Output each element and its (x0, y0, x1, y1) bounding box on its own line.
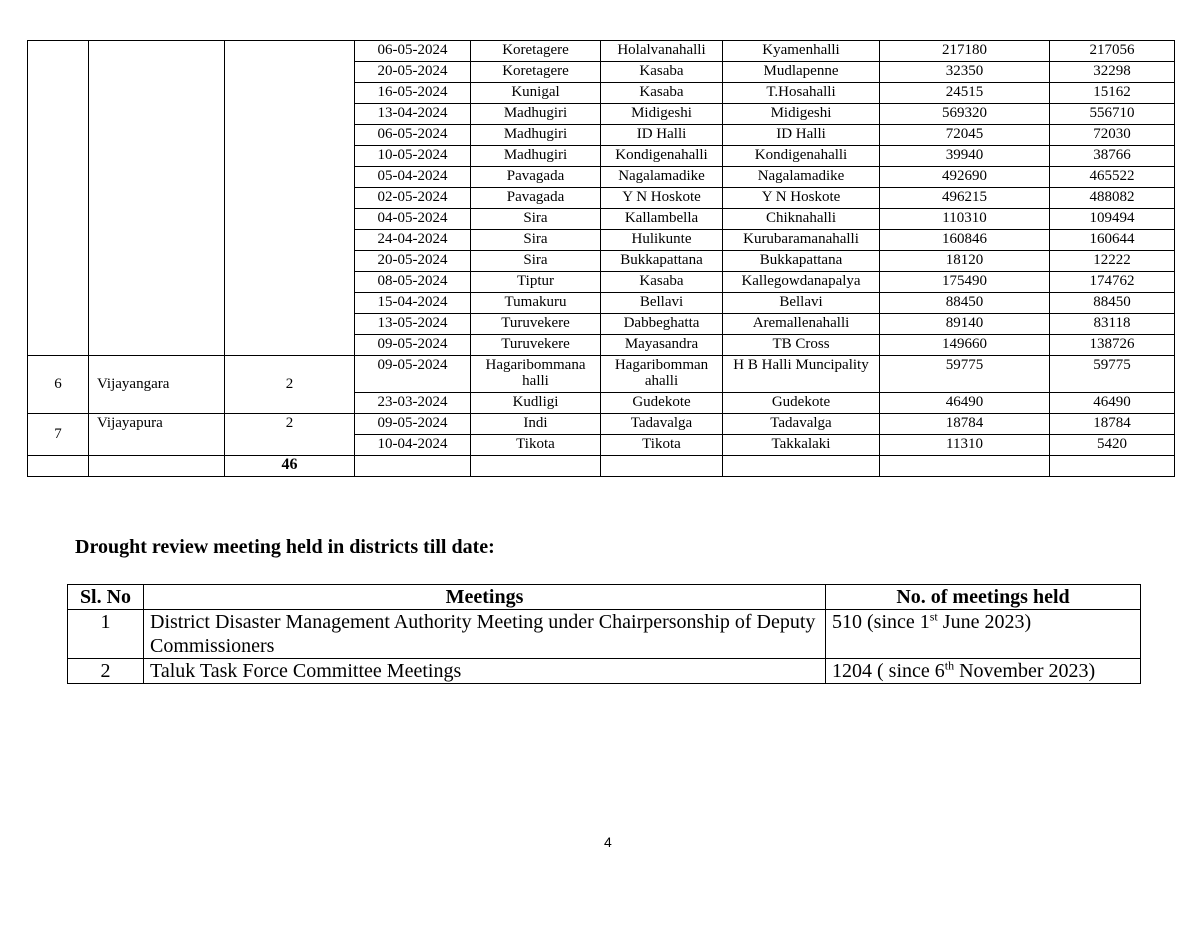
count-cell: 2 (225, 414, 355, 456)
total-count-cell: 46 (225, 456, 355, 477)
value1-cell: 110310 (880, 209, 1050, 230)
value2-cell: 72030 (1050, 125, 1175, 146)
value1-cell: 59775 (880, 356, 1050, 393)
value2-cell: 83118 (1050, 314, 1175, 335)
value2-cell: 217056 (1050, 41, 1175, 62)
value2-cell: 160644 (1050, 230, 1175, 251)
taluk-cell: Madhugiri (471, 146, 601, 167)
value2-cell: 465522 (1050, 167, 1175, 188)
empty-cell (471, 456, 601, 477)
village-cell: ID Halli (723, 125, 880, 146)
table-row (28, 41, 1175, 62)
value2-cell: 88450 (1050, 293, 1175, 314)
taluk-cell: Koretagere (471, 41, 601, 62)
value1-cell: 217180 (880, 41, 1050, 62)
hobli-cell: Midigeshi (601, 104, 723, 125)
value1-cell: 11310 (880, 435, 1050, 456)
hobli-cell: Kasaba (601, 83, 723, 104)
meeting-sl: 2 (68, 659, 144, 684)
value1-cell: 89140 (880, 314, 1050, 335)
empty-cell (723, 456, 880, 477)
hobli-cell: Bukkapattana (601, 251, 723, 272)
held-text: 1204 ( since 6 (832, 660, 945, 682)
district-cell (89, 456, 225, 477)
date-cell: 10-04-2024 (355, 435, 471, 456)
date-cell: 06-05-2024 (355, 41, 471, 62)
value2-cell: 15162 (1050, 83, 1175, 104)
held-text-end: June 2023) (937, 611, 1032, 633)
village-cell: Y N Hoskote (723, 188, 880, 209)
village-cell: Tadavalga (723, 414, 880, 435)
hobli-cell: Kasaba (601, 62, 723, 83)
date-cell: 09-05-2024 (355, 356, 471, 393)
value1-cell: 24515 (880, 83, 1050, 104)
hobli-cell: Hagaribomman ahalli (601, 356, 723, 393)
village-cell: H B Halli Muncipality (723, 356, 880, 393)
village-cell: Kurubaramanahalli (723, 230, 880, 251)
value1-cell: 160846 (880, 230, 1050, 251)
taluk-cell: Pavagada (471, 188, 601, 209)
village-cell: T.Hosahalli (723, 83, 880, 104)
total-row (28, 456, 1175, 477)
taluk-cell: Sira (471, 251, 601, 272)
hobli-cell: Mayasandra (601, 335, 723, 356)
taluk-cell: Kunigal (471, 83, 601, 104)
hobli-cell: Tadavalga (601, 414, 723, 435)
village-cell: Chiknahalli (723, 209, 880, 230)
page-number: 4 (604, 834, 612, 850)
taluk-cell: Tiptur (471, 272, 601, 293)
village-cell: Kondigenahalli (723, 146, 880, 167)
taluk-cell: Indi (471, 414, 601, 435)
taluk-cell: Turuvekere (471, 314, 601, 335)
hobli-cell: Kasaba (601, 272, 723, 293)
date-cell: 06-05-2024 (355, 125, 471, 146)
sl-cell: 6 (28, 356, 89, 414)
hobli-cell: ID Halli (601, 125, 723, 146)
hobli-cell: Y N Hoskote (601, 188, 723, 209)
district-cell: Vijayapura (89, 414, 225, 456)
meetings-heading: Drought review meeting held in districts till date: (75, 536, 495, 558)
taluk-cell: Sira (471, 230, 601, 251)
value2-cell: 59775 (1050, 356, 1175, 393)
date-cell: 04-05-2024 (355, 209, 471, 230)
value1-cell: 18784 (880, 414, 1050, 435)
empty-cell (1050, 456, 1175, 477)
value2-cell: 488082 (1050, 188, 1175, 209)
date-cell: 05-04-2024 (355, 167, 471, 188)
date-cell: 13-05-2024 (355, 314, 471, 335)
village-cell: Gudekote (723, 393, 880, 414)
meeting-held (826, 610, 1141, 659)
empty-cell (601, 456, 723, 477)
value2-cell: 556710 (1050, 104, 1175, 125)
date-cell: 23-03-2024 (355, 393, 471, 414)
held-ordinal: th (944, 658, 955, 673)
village-cell: Midigeshi (723, 104, 880, 125)
value2-cell: 174762 (1050, 272, 1175, 293)
held-ordinal: st (929, 609, 938, 624)
value1-cell: 39940 (880, 146, 1050, 167)
taluk-cell: Tikota (471, 435, 601, 456)
hobli-cell: Tikota (601, 435, 723, 456)
village-cell: Aremallenahalli (723, 314, 880, 335)
meeting-held (826, 659, 1141, 684)
value1-cell: 569320 (880, 104, 1050, 125)
hobli-cell: Gudekote (601, 393, 723, 414)
village-cell: Kallegowdanapalya (723, 272, 880, 293)
taluk-cell: Koretagere (471, 62, 601, 83)
meeting-name: Taluk Task Force Committee Meetings (144, 659, 826, 684)
date-cell: 20-05-2024 (355, 62, 471, 83)
date-cell: 16-05-2024 (355, 83, 471, 104)
date-cell: 20-05-2024 (355, 251, 471, 272)
district-cell: Vijayangara (89, 356, 225, 414)
village-cell: Takkalaki (723, 435, 880, 456)
value1-cell: 72045 (880, 125, 1050, 146)
taluk-cell: Kudligi (471, 393, 601, 414)
sl-cell (28, 41, 89, 356)
value1-cell: 149660 (880, 335, 1050, 356)
header-meetings: Meetings (144, 585, 826, 610)
meetings-row (68, 610, 1141, 659)
value2-cell: 109494 (1050, 209, 1175, 230)
value1-cell: 492690 (880, 167, 1050, 188)
meeting-sl: 1 (68, 610, 144, 659)
village-cell: TB Cross (723, 335, 880, 356)
hobli-cell: Hulikunte (601, 230, 723, 251)
sl-cell (28, 456, 89, 477)
held-text: 510 (since 1 (832, 611, 930, 633)
hobli-cell: Holalvanahalli (601, 41, 723, 62)
hobli-cell: Kondigenahalli (601, 146, 723, 167)
header-sl-no: Sl. No (68, 585, 144, 610)
value2-cell: 138726 (1050, 335, 1175, 356)
table-row (28, 356, 1175, 393)
value2-cell: 38766 (1050, 146, 1175, 167)
sl-cell: 7 (28, 414, 89, 456)
district-cell (89, 41, 225, 356)
drought-data-table (27, 40, 1175, 477)
date-cell: 02-05-2024 (355, 188, 471, 209)
meetings-row (68, 659, 1141, 684)
count-cell: 2 (225, 356, 355, 414)
count-cell (225, 41, 355, 356)
taluk-cell: Hagaribommana halli (471, 356, 601, 393)
date-cell: 24-04-2024 (355, 230, 471, 251)
value2-cell: 18784 (1050, 414, 1175, 435)
date-cell: 08-05-2024 (355, 272, 471, 293)
taluk-cell: Pavagada (471, 167, 601, 188)
meetings-table (67, 584, 1141, 684)
taluk-cell: Sira (471, 209, 601, 230)
header-meetings-held: No. of meetings held (826, 585, 1141, 610)
village-cell: Bukkapattana (723, 251, 880, 272)
value1-cell: 32350 (880, 62, 1050, 83)
value2-cell: 12222 (1050, 251, 1175, 272)
value2-cell: 32298 (1050, 62, 1175, 83)
date-cell: 13-04-2024 (355, 104, 471, 125)
hobli-cell: Nagalamadike (601, 167, 723, 188)
date-cell: 09-05-2024 (355, 335, 471, 356)
value1-cell: 88450 (880, 293, 1050, 314)
meeting-name: District Disaster Management Authority Meeting under Chairpersonship of Deputy Commissioners (144, 610, 826, 659)
village-cell: Mudlapenne (723, 62, 880, 83)
date-cell: 09-05-2024 (355, 414, 471, 435)
value1-cell: 46490 (880, 393, 1050, 414)
taluk-cell: Madhugiri (471, 104, 601, 125)
value1-cell: 175490 (880, 272, 1050, 293)
taluk-cell: Tumakuru (471, 293, 601, 314)
value1-cell: 496215 (880, 188, 1050, 209)
hobli-cell: Kallambella (601, 209, 723, 230)
held-text-end: November 2023) (954, 660, 1096, 682)
date-cell: 10-05-2024 (355, 146, 471, 167)
village-cell: Bellavi (723, 293, 880, 314)
hobli-cell: Bellavi (601, 293, 723, 314)
empty-cell (880, 456, 1050, 477)
value1-cell: 18120 (880, 251, 1050, 272)
empty-cell (355, 456, 471, 477)
hobli-cell: Dabbeghatta (601, 314, 723, 335)
value2-cell: 46490 (1050, 393, 1175, 414)
date-cell: 15-04-2024 (355, 293, 471, 314)
village-cell: Kyamenhalli (723, 41, 880, 62)
meetings-header-row (68, 585, 1141, 610)
value2-cell: 5420 (1050, 435, 1175, 456)
village-cell: Nagalamadike (723, 167, 880, 188)
taluk-cell: Madhugiri (471, 125, 601, 146)
table-row (28, 414, 1175, 435)
taluk-cell: Turuvekere (471, 335, 601, 356)
